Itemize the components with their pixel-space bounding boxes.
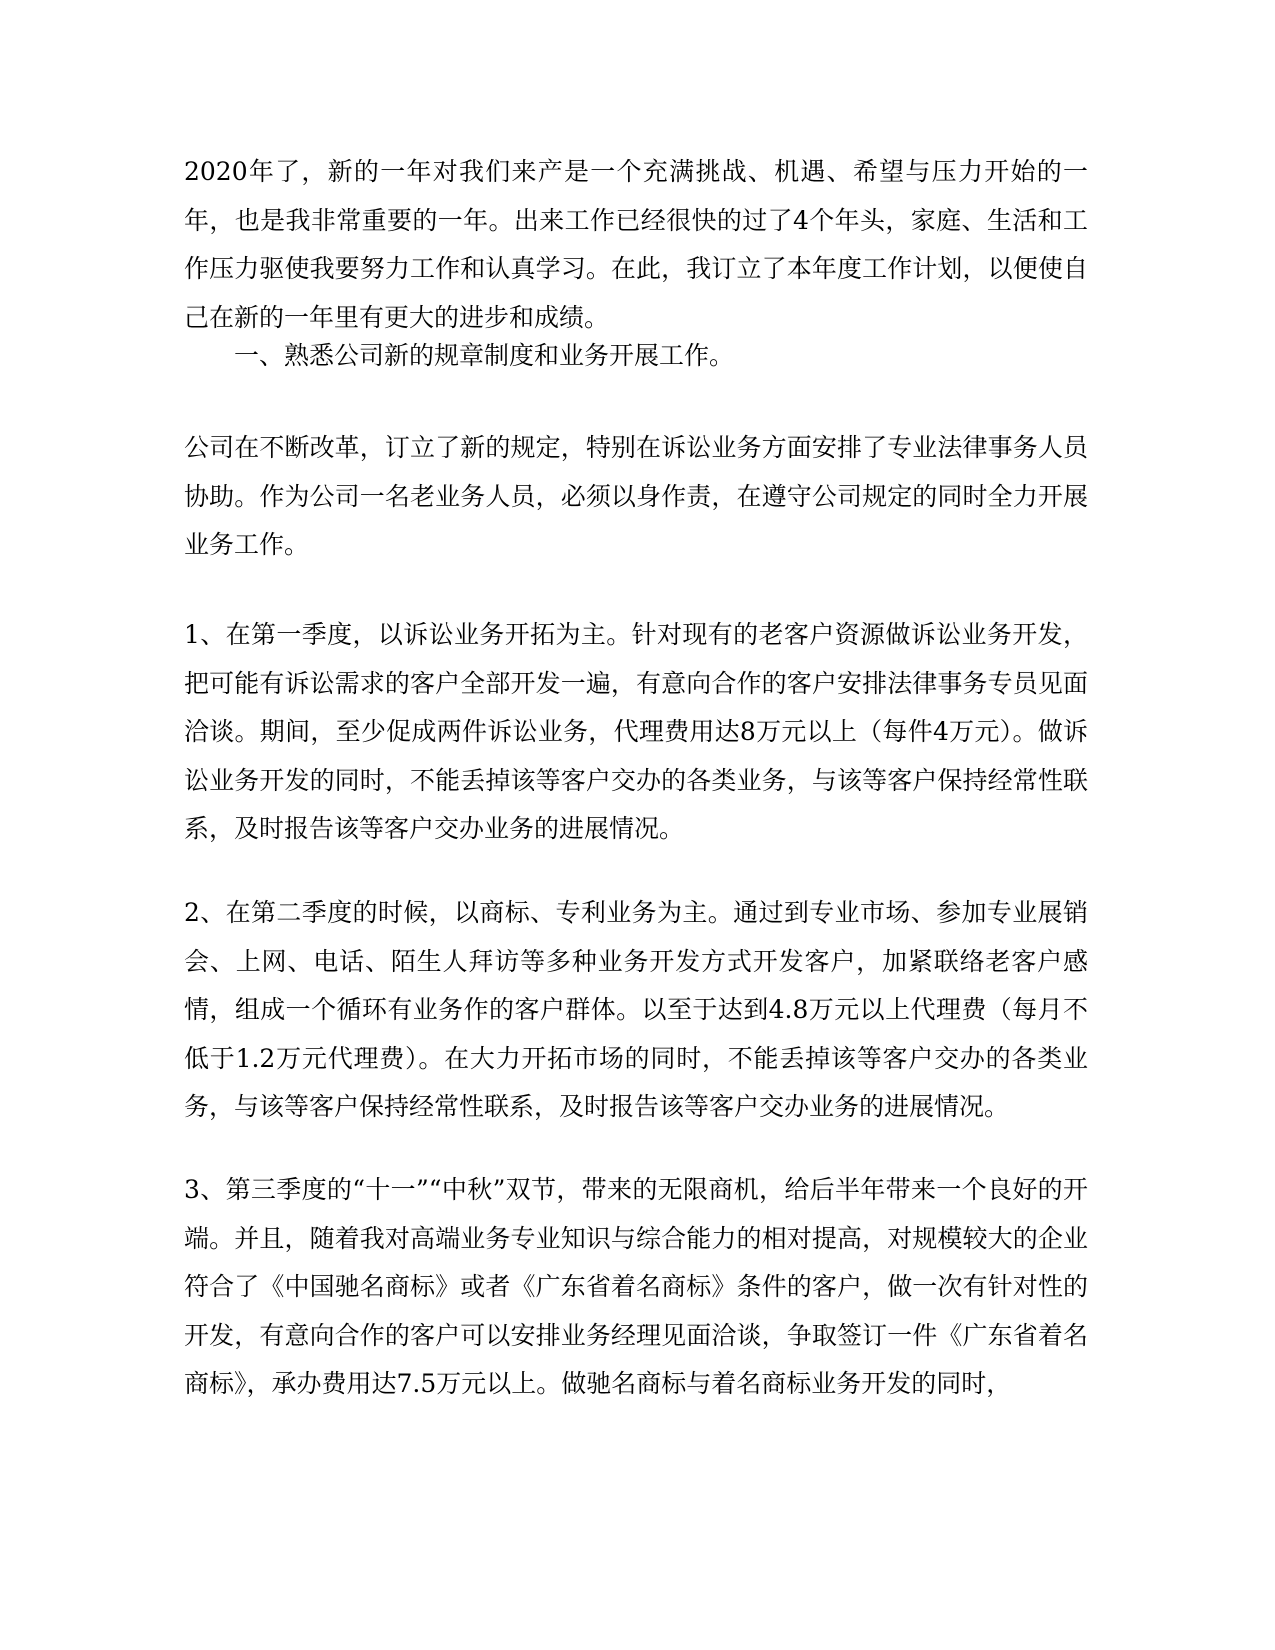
list-item-2: 2、在第二季度的时候，以商标、专利业务为主。通过到专业市场、参加专业展销会、上网、电话、陌生人拜访等多种业务开发方式开发客户，加紧联络老客户感情，组成一个循环有业务作的客户群体。以至于达到4.8万元以上代理费（每月不低于1.2万元代理费）。在大力开拓市场的同时，不能丢掉该等客户交办的各类业务，与该等客户保持经常性联系，及时报告该等客户交办业务的进展情况。 <box>184 898 1088 1121</box>
intro-paragraph: 2020年了，新的一年对我们来产是一个充满挑战、机遇、希望与压力开始的一年，也是我非常重要的一年。出来工作已经很快的过了4个年头，家庭、生活和工作压力驱使我要努力工作和认真学习。在此，我订立了本年度工作计划，以便使自己在新的一年里有更大的进步和成绩。 <box>184 157 1088 332</box>
list-item-1: 1、在第一季度，以诉讼业务开拓为主。针对现有的老客户资源做诉讼业务开发，把可能有诉讼需求的客户全部开发一遍，有意向合作的客户安排法律事务专员见面洽谈。期间，至少促成两件诉讼业务，代理费用达8万元以上（每件4万元）。做诉讼业务开发的同时，不能丢掉该等客户交办的各类业务，与该等客户保持经常性联系，及时报告该等客户交办业务的进展情况。 <box>184 620 1088 843</box>
list-item-3: 3、第三季度的“十一”“中秋”双节，带来的无限商机，给后半年带来一个良好的开端。并且，随着我对高端业务专业知识与综合能力的相对提高，对规模较大的企业符合了《中国驰名商标》或者《广东省着名商标》条件的客户，做一次有针对性的开发，有意向合作的客户可以安排业务经理见面洽谈，争取签订一件《广东省着名商标》，承办费用达7.5万元以上。做驰名商标与着名商标业务开发的同时， <box>184 1175 1088 1398</box>
section-paragraph: 公司在不断改革，订立了新的规定，特别在诉讼业务方面安排了专业法律事务人员协助。作为公司一名老业务人员，必须以身作责，在遵守公司规定的同时全力开展业务工作。 <box>184 433 1088 559</box>
section-heading: 一、熟悉公司新的规章制度和业务开展工作。 <box>234 341 735 370</box>
